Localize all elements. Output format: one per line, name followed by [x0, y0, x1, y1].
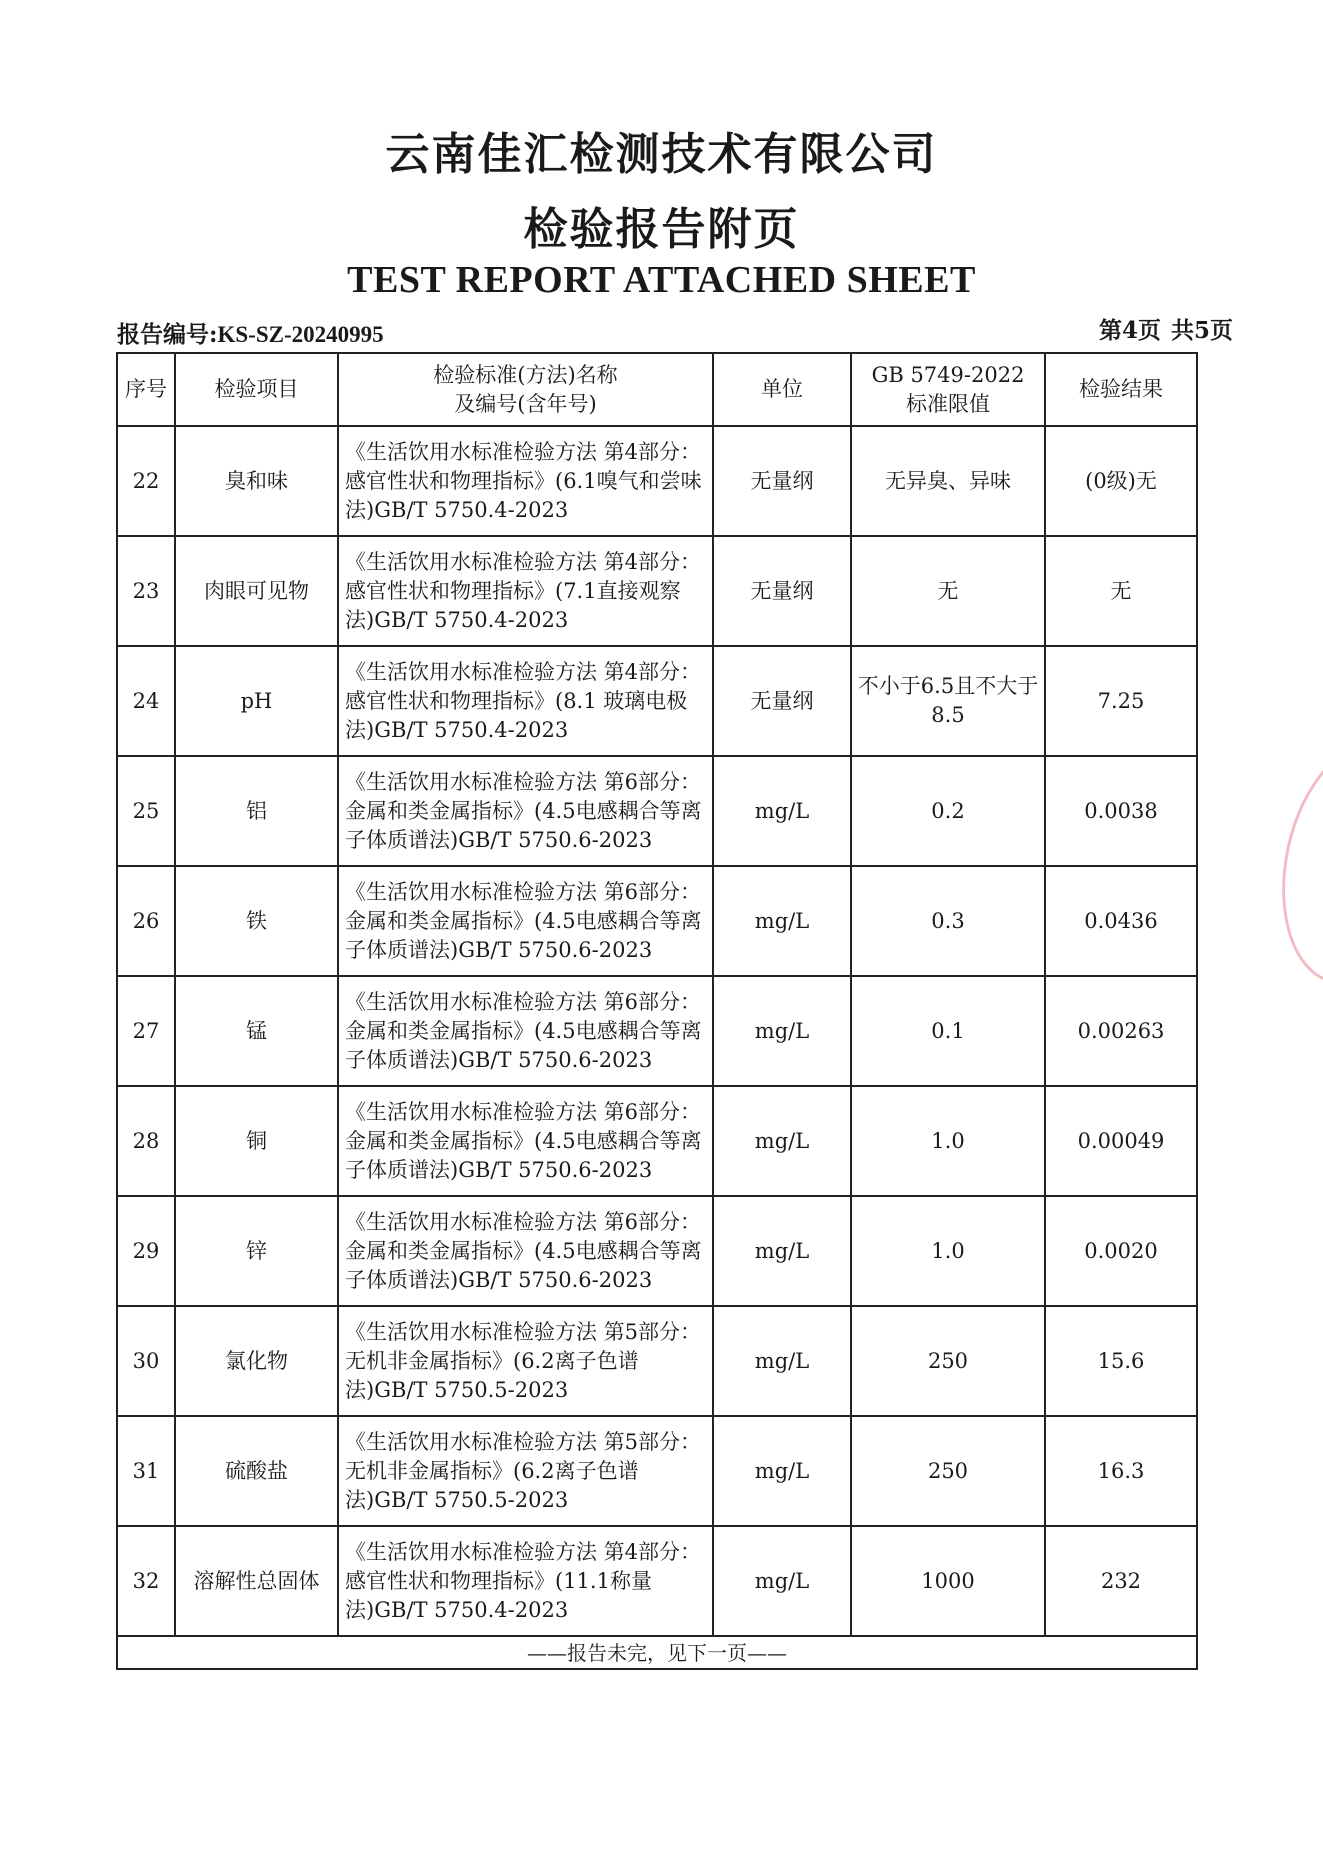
cell-limit: 250	[851, 1306, 1045, 1416]
cell-seq: 25	[117, 756, 175, 866]
cell-method: 《生活饮用水标准检验方法 第4部分：感官性状和物理指标》(6.1嗅气和尝味法)GB/T 5750.4-2023	[338, 426, 713, 536]
cell-unit: mg/L	[713, 1306, 851, 1416]
cell-seq: 26	[117, 866, 175, 976]
cell-method: 《生活饮用水标准检验方法 第5部分：无机非金属指标》(6.2离子色谱法)GB/T 5750.5-2023	[338, 1306, 713, 1416]
cell-item: 锌	[175, 1196, 338, 1306]
cell-result: 232	[1045, 1526, 1197, 1636]
cell-seq: 22	[117, 426, 175, 536]
cell-limit: 1.0	[851, 1196, 1045, 1306]
cell-result: 7.25	[1045, 646, 1197, 756]
cell-unit: mg/L	[713, 1196, 851, 1306]
cell-method: 《生活饮用水标准检验方法 第5部分：无机非金属指标》(6.2离子色谱法)GB/T 5750.5-2023	[338, 1416, 713, 1526]
cell-seq: 24	[117, 646, 175, 756]
cell-limit: 0.3	[851, 866, 1045, 976]
cell-seq: 30	[117, 1306, 175, 1416]
cell-item: 氯化物	[175, 1306, 338, 1416]
cell-limit: 无	[851, 536, 1045, 646]
cell-seq: 31	[117, 1416, 175, 1526]
cell-limit: 无异臭、异味	[851, 426, 1045, 536]
results-table	[116, 352, 1198, 1670]
cell-method: 《生活饮用水标准检验方法 第6部分：金属和类金属指标》(4.5电感耦合等离子体质谱法)GB/T 5750.6-2023	[338, 1086, 713, 1196]
table-row	[117, 1526, 1197, 1636]
table-row	[117, 646, 1197, 756]
cell-item: pH	[175, 646, 338, 756]
table-footer-row	[117, 1636, 1197, 1669]
col-item: 检验项目	[175, 353, 338, 426]
cell-result: 0.00263	[1045, 976, 1197, 1086]
cell-result: (0级)无	[1045, 426, 1197, 536]
cell-unit: 无量纲	[713, 536, 851, 646]
table-row	[117, 1196, 1197, 1306]
cell-limit: 0.2	[851, 756, 1045, 866]
cell-method: 《生活饮用水标准检验方法 第4部分：感官性状和物理指标》(11.1称量法)GB/T 5750.4-2023	[338, 1526, 713, 1636]
table-row	[117, 866, 1197, 976]
page-total: 共5页	[1170, 317, 1233, 344]
table-row	[117, 1306, 1197, 1416]
col-method-line2: 及编号(含年号)	[454, 391, 597, 416]
cell-method: 《生活饮用水标准检验方法 第6部分：金属和类金属指标》(4.5电感耦合等离子体质谱法)GB/T 5750.6-2023	[338, 756, 713, 866]
cell-seq: 28	[117, 1086, 175, 1196]
cell-unit: 无量纲	[713, 426, 851, 536]
report-number-label: 报告编号:	[117, 321, 218, 348]
cell-limit: 不小于6.5且不大于8.5	[851, 646, 1045, 756]
cell-unit: mg/L	[713, 976, 851, 1086]
cell-item: 铝	[175, 756, 338, 866]
report-subtitle: 检验报告附页	[523, 204, 800, 255]
cell-method: 《生活饮用水标准检验方法 第6部分：金属和类金属指标》(4.5电感耦合等离子体质谱法)GB/T 5750.6-2023	[338, 866, 713, 976]
col-result: 检验结果	[1045, 353, 1197, 426]
page-info	[1099, 312, 1233, 345]
cell-method: 《生活饮用水标准检验方法 第4部分：感官性状和物理指标》(7.1直接观察法)GB/T 5750.4-2023	[338, 536, 713, 646]
cell-limit: 0.1	[851, 976, 1045, 1086]
table-row	[117, 756, 1197, 866]
cell-seq: 23	[117, 536, 175, 646]
cell-seq: 32	[117, 1526, 175, 1636]
cell-unit: mg/L	[713, 1416, 851, 1526]
cell-item: 锰	[175, 976, 338, 1086]
report-number-value: KS-SZ-20240995	[217, 322, 384, 347]
cell-method: 《生活饮用水标准检验方法 第4部分：感官性状和物理指标》(8.1 玻璃电极法)GB/T 5750.4-2023	[338, 646, 713, 756]
cell-result: 0.00049	[1045, 1086, 1197, 1196]
table-footer: ——报告未完，见下一页——	[117, 1636, 1197, 1669]
cell-unit: mg/L	[713, 756, 851, 866]
table-row	[117, 1416, 1197, 1526]
cell-unit: mg/L	[713, 1526, 851, 1636]
report-number	[117, 316, 384, 349]
cell-limit: 1.0	[851, 1086, 1045, 1196]
col-limit	[851, 353, 1045, 426]
cell-item: 肉眼可见物	[175, 536, 338, 646]
table-row	[117, 1086, 1197, 1196]
col-limit-line2: 标准限值	[906, 391, 990, 416]
cell-result: 0.0038	[1045, 756, 1197, 866]
cell-unit: mg/L	[713, 866, 851, 976]
col-limit-line1: GB 5749-2022	[871, 362, 1025, 387]
cell-method: 《生活饮用水标准检验方法 第6部分：金属和类金属指标》(4.5电感耦合等离子体质谱法)GB/T 5750.6-2023	[338, 976, 713, 1086]
col-method-line1: 检验标准(方法)名称	[433, 362, 618, 387]
cell-item: 溶解性总固体	[175, 1526, 338, 1636]
cell-item: 硫酸盐	[175, 1416, 338, 1526]
col-unit: 单位	[713, 353, 851, 426]
cell-result: 无	[1045, 536, 1197, 646]
cell-item: 铁	[175, 866, 338, 976]
cell-unit: mg/L	[713, 1086, 851, 1196]
report-title-en: TEST REPORT ATTACHED SHEET	[347, 259, 976, 301]
table-row	[117, 976, 1197, 1086]
cell-limit: 1000	[851, 1526, 1045, 1636]
seal-stamp	[1261, 728, 1323, 999]
cell-result: 0.0436	[1045, 866, 1197, 976]
cell-limit: 250	[851, 1416, 1045, 1526]
table-header-row	[117, 353, 1197, 426]
col-method	[338, 353, 713, 426]
cell-seq: 29	[117, 1196, 175, 1306]
cell-seq: 27	[117, 976, 175, 1086]
cell-result: 15.6	[1045, 1306, 1197, 1416]
cell-item: 铜	[175, 1086, 338, 1196]
table-row	[117, 426, 1197, 536]
page-current: 第4页	[1098, 317, 1161, 344]
company-name: 云南佳汇检测技术有限公司	[385, 129, 938, 180]
table-row	[117, 536, 1197, 646]
cell-result: 16.3	[1045, 1416, 1197, 1526]
cell-item: 臭和味	[175, 426, 338, 536]
col-seq: 序号	[117, 353, 175, 426]
cell-method: 《生活饮用水标准检验方法 第6部分：金属和类金属指标》(4.5电感耦合等离子体质谱法)GB/T 5750.6-2023	[338, 1196, 713, 1306]
cell-result: 0.0020	[1045, 1196, 1197, 1306]
cell-unit: 无量纲	[713, 646, 851, 756]
